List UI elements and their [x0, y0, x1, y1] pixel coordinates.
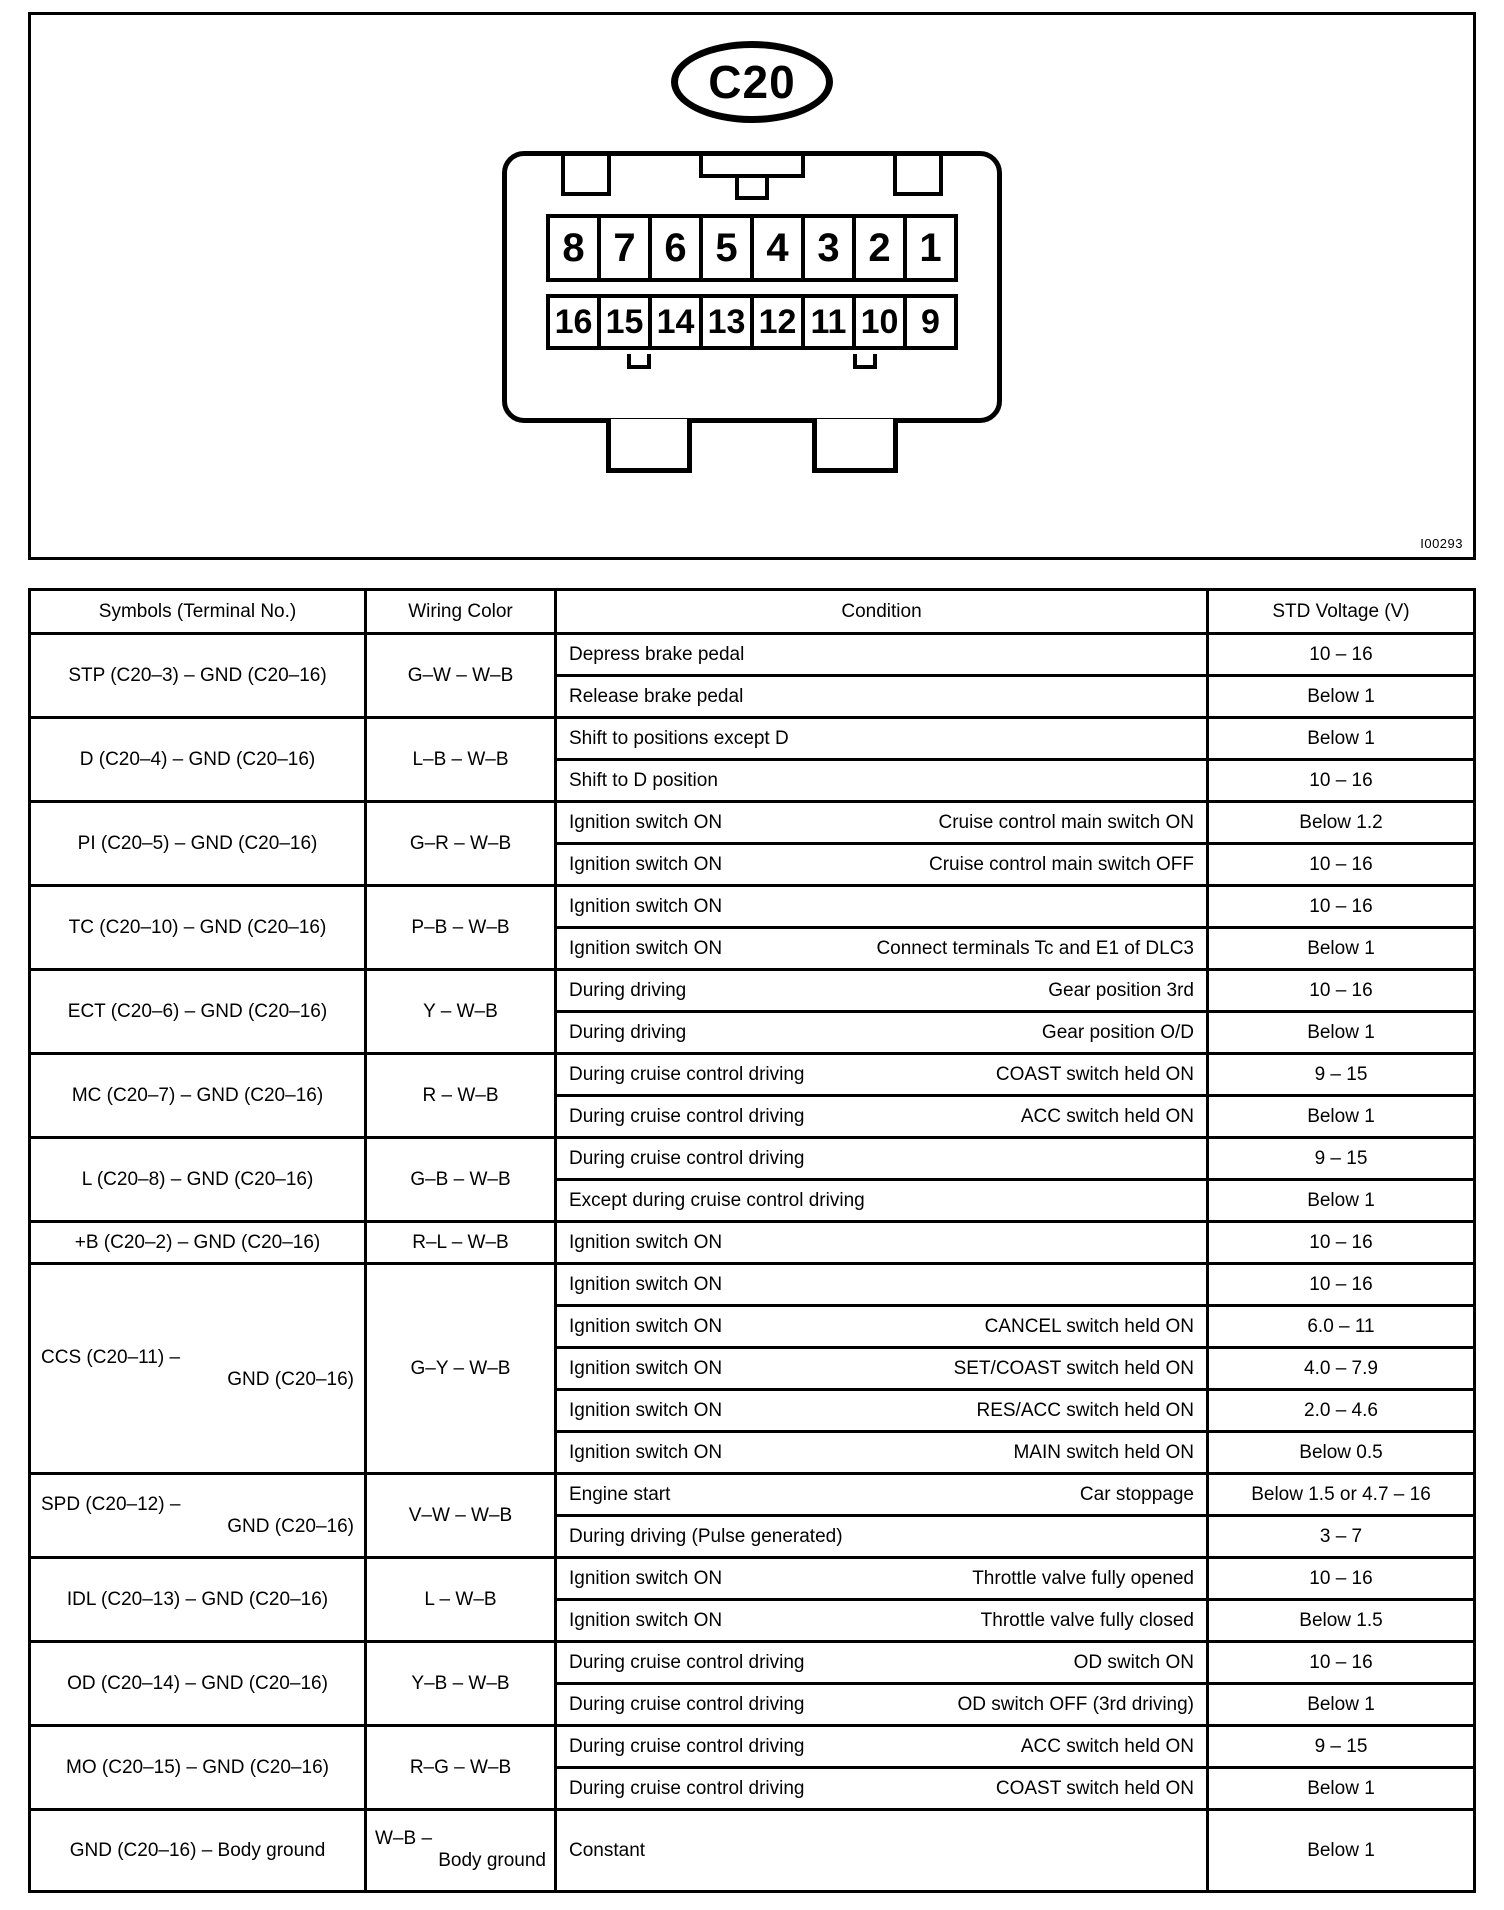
std-voltage-cell: 10 – 16 [1208, 1642, 1475, 1684]
connector-notch-left [627, 354, 651, 369]
symbol-cell: MC (C20–7) – GND (C20–16) [30, 1054, 366, 1138]
pin-cell: 3 [801, 214, 856, 282]
pin-cell: 13 [699, 294, 754, 350]
symbol-cell: L (C20–8) – GND (C20–16) [30, 1138, 366, 1222]
condition-text: Ignition switch ON [569, 895, 723, 917]
condition-cell [556, 718, 1208, 760]
spec-row [30, 1138, 1475, 1180]
std-voltage-cell: 9 – 15 [1208, 1054, 1475, 1096]
connector-figure [28, 12, 1476, 560]
symbol-cell: ECT (C20–6) – GND (C20–16) [30, 970, 366, 1054]
condition-cell [556, 1222, 1208, 1264]
symbol-cell: D (C20–4) – GND (C20–16) [30, 718, 366, 802]
wiring-color-cell: R – W–B [366, 1054, 556, 1138]
wiring-color-cell: G–W – W–B [366, 634, 556, 718]
condition-text: During driving (Pulse generated) [569, 1525, 843, 1547]
spec-table-body [30, 634, 1475, 1892]
condition-text: Ignition switch ON [569, 1441, 723, 1463]
header-row [30, 590, 1475, 634]
symbol-cell: SPD (C20–12) – GND (C20–16) [30, 1474, 366, 1558]
std-voltage-cell: Below 1.5 [1208, 1600, 1475, 1642]
condition-cell [556, 1390, 1208, 1432]
std-voltage-cell: 10 – 16 [1208, 886, 1475, 928]
wiring-color-cell: W–B – Body ground [366, 1810, 556, 1892]
symbol-cell: IDL (C20–13) – GND (C20–16) [30, 1558, 366, 1642]
pin-cell: 10 [852, 294, 907, 350]
connector-lug-right [812, 419, 898, 473]
header-wiring-color: Wiring Color [366, 590, 556, 634]
spec-row [30, 1558, 1475, 1600]
std-voltage-cell: Below 1.5 or 4.7 – 16 [1208, 1474, 1475, 1516]
std-voltage-cell: Below 1 [1208, 1096, 1475, 1138]
std-voltage-cell: Below 1 [1208, 1684, 1475, 1726]
condition-cell [556, 970, 1208, 1012]
condition-cell [556, 760, 1208, 802]
symbol-cell: TC (C20–10) – GND (C20–16) [30, 886, 366, 970]
condition-cell [556, 886, 1208, 928]
wiring-color-cell: R–L – W–B [366, 1222, 556, 1264]
pin-grid [546, 214, 958, 350]
pin-cell: 16 [546, 294, 601, 350]
condition-cell [556, 1726, 1208, 1768]
std-voltage-cell: 6.0 – 11 [1208, 1306, 1475, 1348]
header-std-voltage: STD Voltage (V) [1208, 590, 1475, 634]
wiring-color-cell: Y – W–B [366, 970, 556, 1054]
std-voltage-cell: Below 1 [1208, 1012, 1475, 1054]
condition-text: During cruise control driving [569, 1147, 805, 1169]
condition-text: During cruise control driving [569, 1693, 805, 1715]
condition-cell [556, 1306, 1208, 1348]
condition-cell [556, 844, 1208, 886]
condition-text: Ignition switch ON [569, 853, 723, 875]
connector-id-oval [671, 41, 833, 123]
spec-row [30, 1726, 1475, 1768]
std-voltage-cell: 10 – 16 [1208, 634, 1475, 676]
pin-cell: 6 [648, 214, 703, 282]
symbol-cell: +B (C20–2) – GND (C20–16) [30, 1222, 366, 1264]
wiring-color-cell: G–B – W–B [366, 1138, 556, 1222]
std-voltage-cell: 10 – 16 [1208, 970, 1475, 1012]
pin-cell: 4 [750, 214, 805, 282]
std-voltage-cell: Below 1.2 [1208, 802, 1475, 844]
condition-detail: COAST switch held ON [995, 1777, 1194, 1799]
condition-text: During driving [569, 1021, 687, 1043]
symbol-cell: STP (C20–3) – GND (C20–16) [30, 634, 366, 718]
std-voltage-cell: Below 0.5 [1208, 1432, 1475, 1474]
condition-text: Release brake pedal [569, 685, 744, 707]
header-symbols: Symbols (Terminal No.) [30, 590, 366, 634]
condition-text: Engine start [569, 1483, 671, 1505]
symbol-cell: GND (C20–16) – Body ground [30, 1810, 366, 1892]
symbol-cell: PI (C20–5) – GND (C20–16) [30, 802, 366, 886]
pin-cell: 1 [903, 214, 958, 282]
condition-text: During driving [569, 979, 687, 1001]
pin-cell: 11 [801, 294, 856, 350]
std-voltage-cell: Below 1 [1208, 1810, 1475, 1892]
condition-cell [556, 1180, 1208, 1222]
std-voltage-cell: 10 – 16 [1208, 1558, 1475, 1600]
condition-text: During cruise control driving [569, 1105, 805, 1127]
condition-detail: ACC switch held ON [1020, 1105, 1194, 1127]
wiring-color-cell: G–R – W–B [366, 802, 556, 886]
wiring-color-cell: L–B – W–B [366, 718, 556, 802]
spec-row [30, 1054, 1475, 1096]
std-voltage-cell: 10 – 16 [1208, 1222, 1475, 1264]
condition-text: Ignition switch ON [569, 1567, 723, 1589]
std-voltage-cell: 2.0 – 4.6 [1208, 1390, 1475, 1432]
wiring-color-cell: R–G – W–B [366, 1726, 556, 1810]
pin-cell: 2 [852, 214, 907, 282]
connector-key-right [893, 156, 943, 196]
condition-text: During cruise control driving [569, 1651, 805, 1673]
spec-row [30, 886, 1475, 928]
spec-row [30, 1264, 1475, 1306]
spec-row [30, 1474, 1475, 1516]
condition-cell [556, 1600, 1208, 1642]
spec-row [30, 802, 1475, 844]
condition-cell [556, 1558, 1208, 1600]
spec-row [30, 634, 1475, 676]
condition-detail: RES/ACC switch held ON [976, 1399, 1194, 1421]
condition-detail: Car stoppage [1079, 1483, 1194, 1505]
pin-cell: 9 [903, 294, 958, 350]
condition-text: Except during cruise control driving [569, 1189, 865, 1211]
pin-cell: 14 [648, 294, 703, 350]
condition-detail: Connect terminals Tc and E1 of DLC3 [876, 937, 1194, 959]
std-voltage-cell: Below 1 [1208, 1180, 1475, 1222]
condition-text: Ignition switch ON [569, 1609, 723, 1631]
spec-row [30, 1642, 1475, 1684]
condition-detail: Throttle valve fully opened [972, 1567, 1194, 1589]
std-voltage-cell: 9 – 15 [1208, 1726, 1475, 1768]
connector-key-center-stem [735, 178, 769, 200]
spec-row [30, 718, 1475, 760]
wiring-color-cell: G–Y – W–B [366, 1264, 556, 1474]
symbol-cell: CCS (C20–11) – GND (C20–16) [30, 1264, 366, 1474]
condition-text: Ignition switch ON [569, 1273, 723, 1295]
condition-text: Ignition switch ON [569, 937, 723, 959]
condition-cell [556, 1516, 1208, 1558]
connector-drawing [502, 151, 1002, 481]
connector-notch-right [853, 354, 877, 369]
std-voltage-cell: 9 – 15 [1208, 1138, 1475, 1180]
condition-text: Shift to D position [569, 769, 718, 791]
condition-detail: Gear position O/D [1041, 1021, 1194, 1043]
wiring-color-cell: Y–B – W–B [366, 1642, 556, 1726]
connector-key-left [561, 156, 611, 196]
condition-cell [556, 1684, 1208, 1726]
condition-detail: MAIN switch held ON [1013, 1441, 1194, 1463]
connector-key-center [699, 156, 805, 178]
condition-text: During cruise control driving [569, 1063, 805, 1085]
condition-text: During cruise control driving [569, 1735, 805, 1757]
condition-cell [556, 1768, 1208, 1810]
condition-detail: COAST switch held ON [995, 1063, 1194, 1085]
condition-text: Ignition switch ON [569, 1399, 723, 1421]
condition-detail: OD switch OFF (3rd driving) [957, 1693, 1194, 1715]
condition-cell [556, 1474, 1208, 1516]
wiring-color-cell: P–B – W–B [366, 886, 556, 970]
std-voltage-cell: Below 1 [1208, 718, 1475, 760]
condition-cell [556, 1264, 1208, 1306]
pin-cell: 12 [750, 294, 805, 350]
symbol-cell: OD (C20–14) – GND (C20–16) [30, 1642, 366, 1726]
std-voltage-cell: 10 – 16 [1208, 760, 1475, 802]
wiring-color-cell: V–W – W–B [366, 1474, 556, 1558]
pin-cell: 8 [546, 214, 601, 282]
spec-row [30, 1810, 1475, 1892]
condition-cell [556, 676, 1208, 718]
condition-detail: Throttle valve fully closed [980, 1609, 1194, 1631]
condition-detail: ACC switch held ON [1020, 1735, 1194, 1757]
pin-cell: 5 [699, 214, 754, 282]
std-voltage-cell: 10 – 16 [1208, 844, 1475, 886]
condition-text: Shift to positions except D [569, 727, 789, 749]
condition-text: Ignition switch ON [569, 811, 723, 833]
condition-cell [556, 928, 1208, 970]
std-voltage-cell: 4.0 – 7.9 [1208, 1348, 1475, 1390]
condition-text: During cruise control driving [569, 1777, 805, 1799]
condition-text: Ignition switch ON [569, 1315, 723, 1337]
spec-row [30, 1222, 1475, 1264]
figure-code: I00293 [1420, 536, 1463, 551]
condition-detail: Cruise control main switch ON [938, 811, 1194, 833]
condition-cell [556, 1348, 1208, 1390]
connector-lug-left [606, 419, 692, 473]
condition-detail: SET/COAST switch held ON [953, 1357, 1194, 1379]
condition-cell [556, 1138, 1208, 1180]
condition-text: Ignition switch ON [569, 1357, 723, 1379]
condition-cell [556, 634, 1208, 676]
condition-text: Constant [569, 1839, 646, 1861]
condition-detail: Cruise control main switch OFF [928, 853, 1194, 875]
connector-id-text: C20 [708, 56, 796, 108]
condition-cell [556, 1096, 1208, 1138]
condition-cell [556, 1432, 1208, 1474]
std-voltage-cell: Below 1 [1208, 676, 1475, 718]
std-voltage-cell: 3 – 7 [1208, 1516, 1475, 1558]
pin-cell: 15 [597, 294, 652, 350]
symbol-cell: MO (C20–15) – GND (C20–16) [30, 1726, 366, 1810]
header-condition: Condition [556, 590, 1208, 634]
std-voltage-cell: 10 – 16 [1208, 1264, 1475, 1306]
condition-cell [556, 802, 1208, 844]
condition-detail: OD switch ON [1073, 1651, 1194, 1673]
pin-row-bottom [546, 294, 958, 350]
pin-cell: 7 [597, 214, 652, 282]
condition-cell [556, 1642, 1208, 1684]
pin-row-top [546, 214, 958, 282]
spec-row [30, 970, 1475, 1012]
terminal-spec-table [28, 588, 1476, 1893]
condition-detail: CANCEL switch held ON [984, 1315, 1194, 1337]
condition-cell [556, 1810, 1208, 1892]
condition-detail: Gear position 3rd [1048, 979, 1194, 1001]
condition-text: Ignition switch ON [569, 1231, 723, 1253]
std-voltage-cell: Below 1 [1208, 928, 1475, 970]
std-voltage-cell: Below 1 [1208, 1768, 1475, 1810]
condition-text: Depress brake pedal [569, 643, 745, 665]
connector-housing [502, 151, 1002, 423]
condition-cell [556, 1054, 1208, 1096]
wiring-color-cell: L – W–B [366, 1558, 556, 1642]
condition-cell [556, 1012, 1208, 1054]
